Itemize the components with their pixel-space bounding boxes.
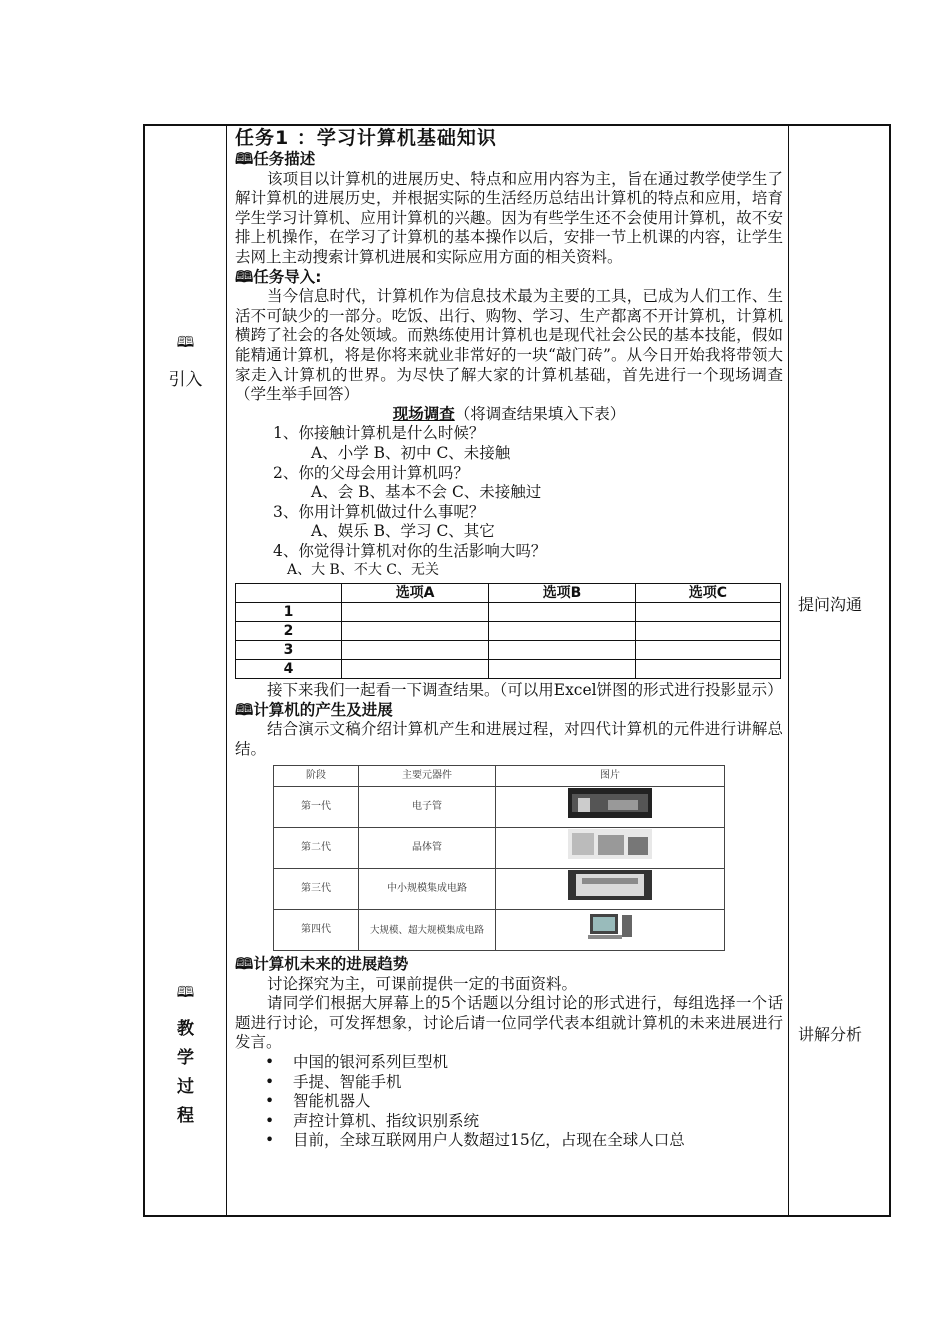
book-icon: 🕮 [235,150,254,168]
survey-question: 1、你接触计算机是什么时候？ [273,424,485,443]
gen-header: 图片 [496,766,725,787]
list-item: • 智能机器人 [265,1092,783,1112]
computer-photo [496,869,725,910]
table-row: 1 [236,603,781,622]
survey-options: A、小学 B、初中 C、未接触 [311,443,511,462]
description-text: 该项目以计算机的进展历史、特点和应用内容为主，旨在通过教学使学生了解计算机的进展历史，并根据实际的生活经历总结出计算机的特点和应用，培育学生学习计算机、应用计算机的兴趣。因为有些学生还不会使用计算机，故不安排上机操作，在学习了计算机的基本操作以后，安排一节上机课的内容，让学生去网上主动搜索计算机进展和实际应用方面的相关资料。 [235,169,783,266]
note-ask: 提问沟通 [798,595,863,614]
process-cell [145,982,226,1131]
survey-options: A、会 B、基本不会 C、未接触过 [311,483,542,502]
computer-photo [496,910,725,951]
survey-options: A、大 B、不大 C、无关 [287,562,440,579]
survey-question: 4、你觉得计算机对你的生活影响大吗？ [273,541,547,560]
intro-cell [145,332,226,390]
gen-header: 主要元器件 [359,766,496,787]
topic-list [235,1053,783,1151]
survey-after-text: 接下来我们一起看一下调查结果。（可以用Excel饼图的形式进行投影显示） [267,681,783,700]
list-item: • 中国的银河系列巨型机 [265,1053,783,1073]
process-label: 教学过程 [177,1019,194,1126]
future-text: 讨论探究为主，可课前提供一定的书面资料。 [267,974,578,993]
table-row: 2 [236,622,781,641]
section-heading: 🕮任务导入: [235,267,322,286]
column-divider [226,126,227,1215]
list-item: • 目前，全球互联网用户人数超过15亿，占现在全球人口总 [265,1131,783,1151]
table-row: 第三代 中小规模集成电路 [274,869,725,910]
table-row: 第四代 大规模、超大规模集成电路 [274,910,725,951]
survey-heading: 现场调查（将调查结果填入下表） [392,404,626,423]
intro-text: 当今信息时代，计算机作为信息技术最为主要的工具，已成为人们工作、生活不可缺少的一部分。吃饭、出行、购物、学习、生产都离不开计算机，计算机横跨了社会的各处领域。而熟练使用计算机也是现代社会公民的基本技能，假如能精通计算机，将是你将来就业非常好的一块“敲门砖”。从今日开始我将带领大家走入计算机的世界。为尽快了解大家的计算机基础，首先进行一个现场调查（学生举手回答） [235,287,783,404]
table-row: 3 [236,641,781,660]
computer-photo [496,828,725,869]
table-row: 4 [236,660,781,679]
book-icon: 🕮 [235,955,254,974]
list-item: • 声控计算机、指纹识别系统 [265,1112,783,1132]
list-item: • 手提、智能手机 [265,1073,783,1093]
intro-label: 引入 [168,370,203,390]
task-title: 任务1 ：学习计算机基础知识 [235,127,497,149]
generations-table [273,765,725,951]
survey-question: 2、你的父母会用计算机吗？ [273,463,469,482]
survey-options: A、娱乐 B、学习 C、其它 [311,522,495,541]
note-explain: 讲解分析 [798,1025,863,1044]
section-heading: 🕮计算机的产生及进展 [235,700,393,719]
section-heading: 🕮计算机未来的进展趋势 [235,955,409,974]
content-cell [235,126,783,1151]
book-icon: 🕮 [235,267,254,286]
gen-header: 阶段 [274,766,359,787]
survey-header: 选项B [489,584,636,603]
survey-header: 选项C [635,584,780,603]
survey-header [236,584,342,603]
book-icon: 🕮 [176,983,195,1001]
book-icon: 🕮 [235,700,254,719]
table-row: 第二代 晶体管 [274,828,725,869]
survey-header: 选项A [342,584,489,603]
history-text: 结合演示文稿介绍计算机产生和进展过程，对四代计算机的元件进行讲解总结。 [235,720,783,758]
column-divider [788,126,789,1215]
lesson-table [143,124,891,1217]
computer-photo [496,787,725,828]
table-row: 第一代 电子管 [274,787,725,828]
book-icon: 🕮 [176,333,195,351]
future-text: 请同学们根据大屏幕上的5个话题以分组讨论的形式进行，每组选择一个话题进行讨论，可发挥想象，讨论后请一位同学代表本组就计算机的未来进展进行发言。 [235,994,783,1052]
section-heading: 🕮任务描述 [235,150,316,168]
survey-table [235,583,781,679]
survey-question: 3、你用计算机做过什么事呢？ [273,502,485,521]
